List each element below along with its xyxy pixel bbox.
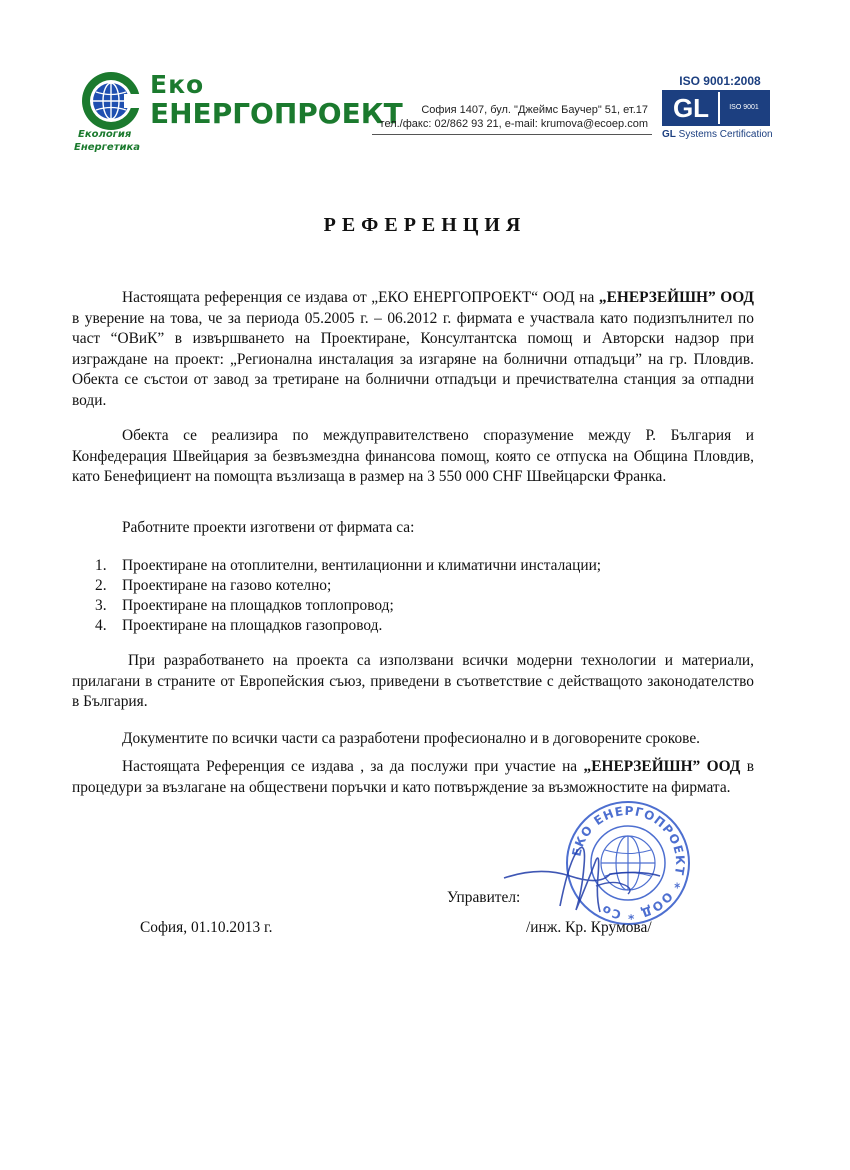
manager-name: /инж. Кр. Крумова/ — [526, 919, 652, 936]
gl-caption-rest: Systems Certification — [675, 129, 773, 140]
stamp-text: ЕКО ЕНЕРГОПРОЕКТ * ООД * Со — [569, 803, 688, 923]
paragraph-funding — [72, 426, 754, 488]
purpose-company-name: „ЕНЕРЗЕЙШН” ООД — [583, 758, 741, 775]
purpose-text-b: в процедури за възлагане на обществени поръчки и като потвърждение за възможностите на фирмата. — [72, 758, 755, 796]
iso-standard-label: ISO 9001:2008 — [679, 74, 761, 88]
list-item-number: 1. — [95, 557, 107, 574]
paragraph-intro — [72, 288, 754, 411]
gl-iso-small-label: ISO 9001 — [718, 92, 768, 124]
list-item — [80, 576, 760, 596]
projects-list — [80, 556, 760, 636]
paragraph-purpose — [72, 757, 754, 798]
list-item-text: Проектиране на площадков газопровод. — [122, 617, 383, 634]
document-title: РЕФЕРЕНЦИЯ — [323, 214, 527, 236]
list-item-number: 2. — [95, 577, 107, 594]
intro-text-a: Настоящата референция се издава от „ЕКО ЕНЕРГОПРОЕКТ“ ООД на — [122, 289, 599, 306]
company-address — [360, 103, 648, 131]
logo-caption-line1: Екология — [78, 129, 132, 140]
paragraph-quality — [72, 729, 754, 750]
gl-mark: GL — [664, 92, 718, 124]
gl-caption — [662, 129, 774, 140]
handwritten-signature-icon — [500, 836, 700, 926]
paragraph-technologies — [72, 651, 754, 713]
list-item-text: Проектиране на отоплителни, вентилационни и климатични инсталации; — [122, 557, 602, 574]
logo-caption — [74, 128, 164, 154]
address-line: София 1407, бул. "Джеймс Баучер" 51, ет.17 — [421, 104, 648, 116]
list-item-text: Проектиране на газово котелно; — [122, 577, 332, 594]
header-divider — [372, 134, 652, 135]
technologies-text: При разработването на проекта са използвани всички модерни технологии и материали, прилагани в страните от Европейския съюз, приведени в съответствие с действащото законодателство в България. — [72, 652, 754, 710]
manager-label: Управител: — [447, 889, 521, 906]
quality-text: Документите по всички части са разработени професионално и в договорените срокове. — [122, 730, 701, 747]
gl-certification-logo — [662, 90, 770, 126]
contact-line: тел./факс: 02/862 93 21, e-mail: krumova@ecoep.com — [379, 118, 648, 130]
intro-text-b: в уверение на това, че за периода 05.2005 г. – 06.2012 г. фирмата е участвала като подизпълнител по част “ОВиК” в извършването на Проектиране, Консултантска помощ и Авторски надзор при изграждане на проект: „Регионална инсталация за изгаряне на болнични отпадъци” на гр. Пловдив. Обекта се състои от завод за третиране на болнични отпадъци и пречиствателна станция за отпадни води. — [72, 309, 754, 409]
globe-logo-icon — [80, 70, 142, 132]
gl-caption-bold: GL — [662, 129, 676, 140]
funding-text: Обекта се реализира по междуправителствено споразумение между Р. България и Конфедерация Швейцария за безвъзмездна финансова помощ, която се отпуска на Община Пловдив, като Бенефициент на помощта възлизаща в размер на 3 550 000 CHF Швейцарски Франка. — [72, 427, 754, 485]
logo-caption-line2: Енергетика — [74, 142, 141, 153]
list-item-number: 4. — [95, 617, 107, 634]
place-and-date: София, 01.10.2013 г. — [140, 919, 273, 936]
purpose-text-a: Настоящата Референция се издава , за да послужи при участие на — [122, 758, 584, 775]
brand-name: ЕНЕРГОПРОЕКТ — [150, 97, 403, 130]
list-item — [80, 616, 760, 636]
list-item-number: 3. — [95, 597, 107, 614]
brand-top-text: Еко — [150, 70, 205, 99]
projects-intro-text: Работните проекти изготвени от фирмата са: — [122, 519, 415, 536]
intro-company-name: „ЕНЕРЗЕЙШН” ООД — [598, 289, 754, 306]
list-item — [80, 556, 760, 576]
list-item-text: Проектиране на площадков топлопровод; — [122, 597, 394, 614]
paragraph-projects-intro — [72, 518, 754, 539]
list-item — [80, 596, 760, 616]
